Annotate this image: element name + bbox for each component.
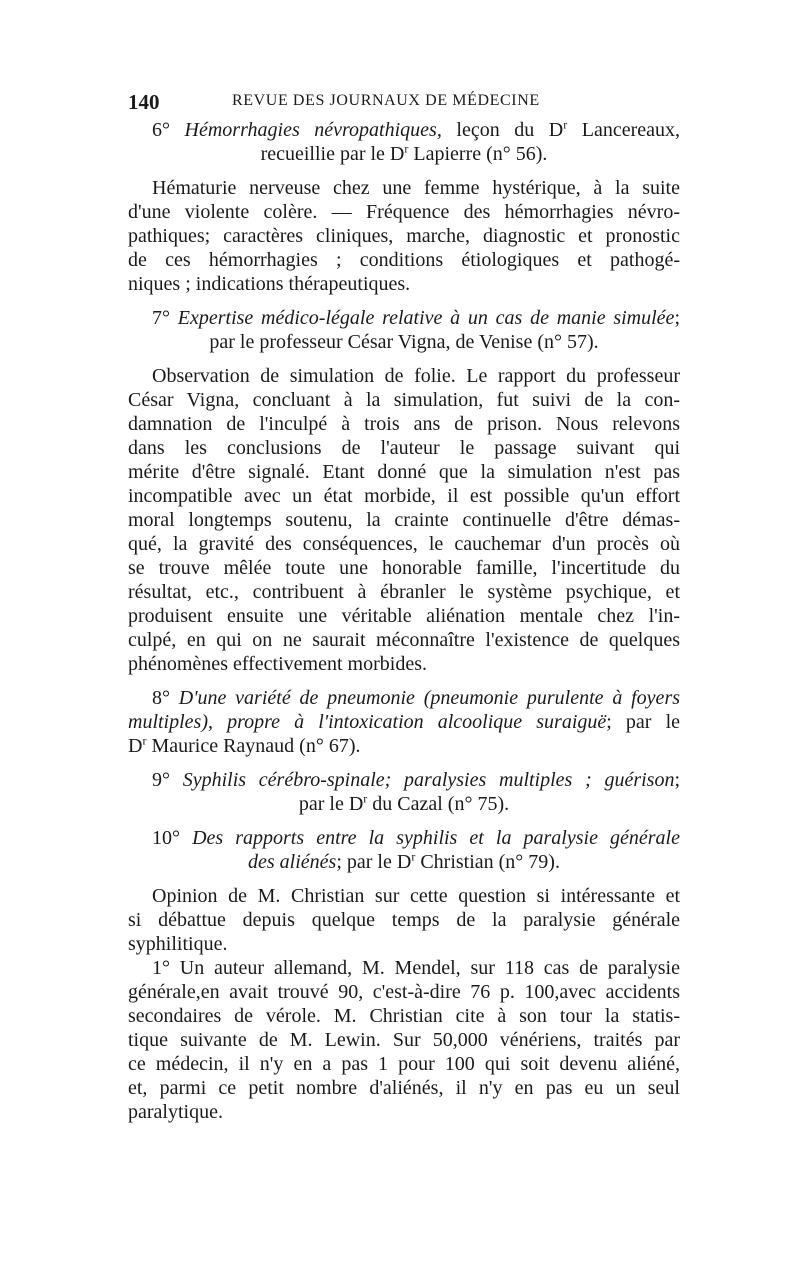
- paragraph-line: moral longtemps soutenu, la crainte continuelle d'être démas-: [128, 509, 680, 531]
- entry-10-line-2: des aliénés; par le $D^r$ Christian (n° 79).: [248, 849, 560, 873]
- running-title: REVUE DES JOURNAUX DE MÉDECINE: [232, 92, 540, 109]
- entry-8-line-2: multiples), propre à l'intoxication alcoolique suraiguë; par le: [128, 711, 680, 733]
- paragraph-line: Hématurie nerveuse chez une femme hystérique, à la suite: [152, 177, 680, 199]
- entry-7: [128, 306, 680, 354]
- entry-7-title: Expertise médico-légale relative à un cas de manie simulée: [177, 307, 675, 329]
- paragraph-observation: [128, 364, 680, 676]
- entry-10-title: Des rapports entre la syphilis et la paralysie générale: [192, 827, 680, 849]
- paragraph-line: mérite d'être signalé. Etant donné que la simulation n'est pas: [128, 461, 680, 483]
- entry-6-line-2: recueillie par le $D^r$ Lapierre (n° 56).: [260, 141, 548, 165]
- entry-10-line-1: [128, 826, 680, 850]
- entry-7-line-2: par le professeur César Vigna, de Venise (n° 57).: [209, 331, 599, 353]
- entry-10-number: 10°: [152, 827, 180, 849]
- entry-9-title: Syphilis cérébro-spinale; paralysies multiples ; guérison: [182, 769, 675, 791]
- paragraph-line: damnation de l'inculpé à trois ans de prison. Nous relevons: [128, 413, 680, 435]
- entry-9-line-1: 9° Syphilis cérébro-spinale; paralysies multiples ; guérison;: [152, 769, 681, 791]
- paragraph-line: d'une violente colère. — Fréquence des hémorrhagies névro-: [128, 201, 680, 223]
- entry-9-number: 9°: [152, 769, 170, 791]
- paragraph-mendel: [128, 956, 680, 1124]
- paragraph-line: tique suivante de M. Lewin. Sur 50,000 vénériens, traités par: [128, 1029, 680, 1051]
- entry-8-title: D'une variété de pneumonie (pneumonie purulente à foyers: [178, 687, 681, 709]
- entry-8-line-1: [128, 686, 680, 710]
- paragraph-line: secondaires de vérole. M. Christian cite à son tour la statis-: [128, 1005, 680, 1027]
- entry-6-line-1: 6° Hémorrhagies névropathiques, leçon du $D^r$ Lancereaux,: [152, 117, 681, 141]
- paragraph-line: ce médecin, il n'y en a pas 1 pour 100 qui soit devenu aliéné,: [128, 1053, 680, 1075]
- paragraph-line: si débattue depuis quelque temps de la paralysie générale: [128, 909, 680, 931]
- paragraph-line: culpé, en qui on ne saurait méconnaître l'existence de quelques: [128, 629, 680, 651]
- paragraph-opinion: [128, 884, 680, 956]
- entry-6-number: 6°: [152, 119, 170, 141]
- paragraph-hematurie: [128, 176, 680, 296]
- paragraph-line: syphilitique.: [128, 933, 228, 955]
- paragraph-line: Opinion de M. Christian sur cette question si intéressante et: [152, 885, 680, 907]
- paragraph-line: et, parmi ce petit nombre d'aliénés, il n'y en pas eu un seul: [128, 1077, 680, 1099]
- paragraph-line: niques ; indications thérapeutiques.: [128, 273, 411, 295]
- paragraph-line: produisent ensuite une véritable aliénation mentale chez l'in-: [128, 605, 680, 627]
- page-header: [128, 90, 680, 118]
- entry-8-line-3: $D^r$ Maurice Raynaud (n° 67).: [128, 733, 361, 757]
- entry-8: [128, 686, 680, 758]
- paragraph-line: se trouve mêlée toute une honorable famille, l'incertitude du: [128, 557, 680, 579]
- entry-10: [128, 826, 680, 874]
- paragraph-line: générale,en avait trouvé 90, c'est-à-dire 76 p. 100,avec accidents: [128, 981, 680, 1003]
- paragraph-line: 1° Un auteur allemand, M. Mendel, sur 118 cas de paralysie: [152, 957, 680, 979]
- entry-6-title: Hémorrhagies névropathiques,: [184, 119, 442, 141]
- journal-page: [128, 90, 680, 1124]
- paragraph-line: phénomènes effectivement morbides.: [128, 653, 427, 675]
- paragraph-line: Observation de simulation de folie. Le rapport du professeur: [152, 365, 680, 387]
- paragraph-line: dans les conclusions de l'auteur le passage suivant qui: [128, 437, 680, 459]
- page-number: 140: [128, 90, 160, 114]
- entry-9: [128, 768, 680, 816]
- paragraph-line: qué, la gravité des conséquences, le cauchemar d'un procès où: [128, 533, 680, 555]
- paragraph-line: pathiques; caractères cliniques, marche, diagnostic et pronostic: [128, 225, 680, 247]
- paragraph-line: incompatible avec un état morbide, il est possible qu'un effort: [128, 485, 680, 507]
- entry-7-line-1: 7° Expertise médico-légale relative à un cas de manie simulée;: [152, 307, 681, 329]
- entry-8-number: 8°: [152, 687, 170, 709]
- paragraph-line: de ces hémorrhagies ; conditions étiologiques et pathogé-: [128, 249, 680, 271]
- entry-6: [128, 118, 680, 166]
- entry-7-number: 7°: [152, 307, 170, 329]
- paragraph-line: résultat, etc., contribuent à ébranler le système psychique, et: [128, 581, 680, 603]
- entry-9-line-2: par le $D^r$ du Cazal (n° 75).: [298, 791, 510, 815]
- paragraph-line: paralytique.: [128, 1101, 223, 1123]
- paragraph-line: César Vigna, concluant à la simulation, fut suivi de la con-: [128, 389, 680, 411]
